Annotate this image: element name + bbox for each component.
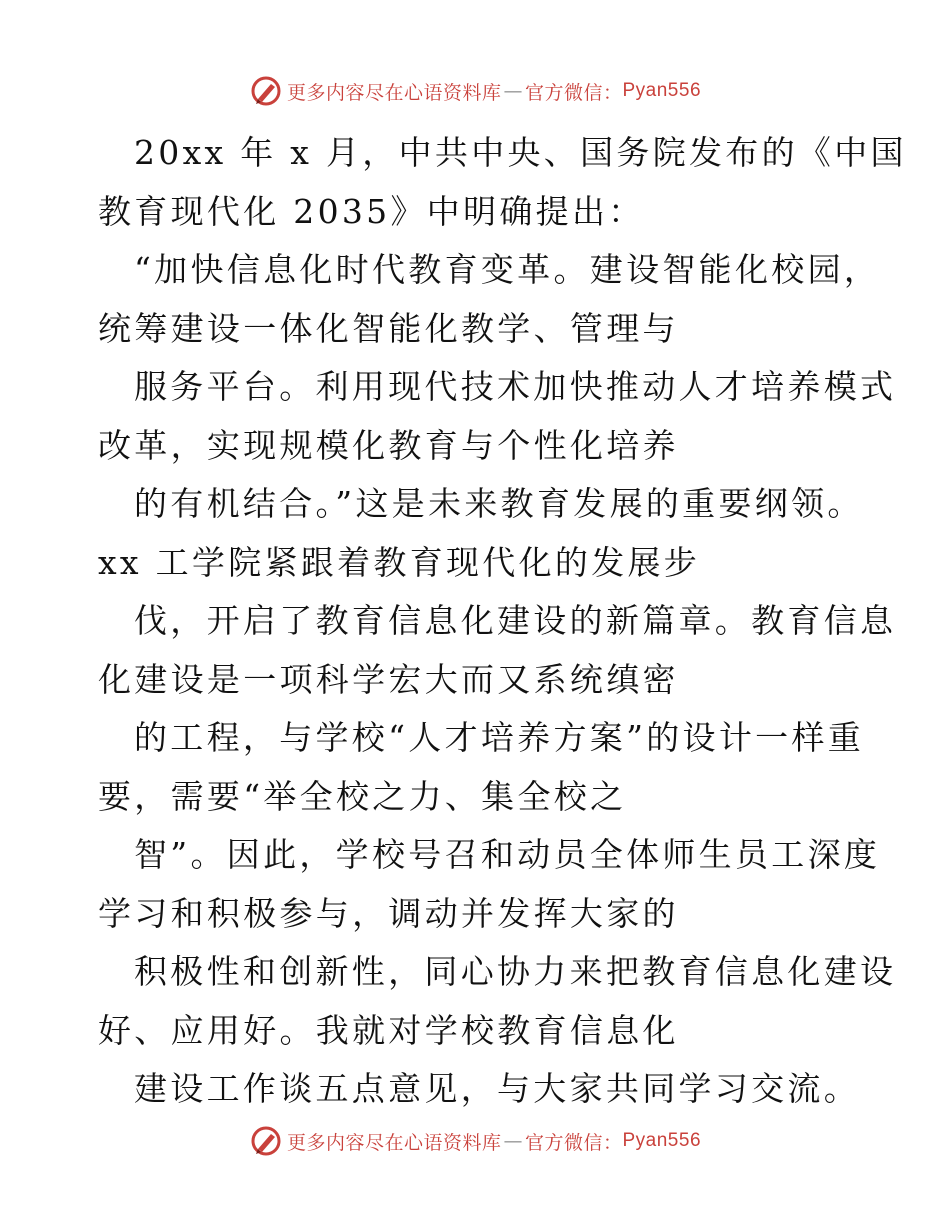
footer-watermark	[0, 1124, 950, 1158]
text-line: 积极性和创新性，同心协力来把教育信息化建设	[134, 952, 897, 991]
text-line: 建设工作谈五点意见，与大家共同学习交流。	[134, 1069, 860, 1108]
text-line: 智”。因此，学校号召和动员全体师生员工深度	[134, 835, 881, 874]
text-line: 伐，开启了教育信息化建设的新篇章。教育信息	[134, 601, 897, 640]
text-line: 的工程，与学校“人才培养方案”的设计一样重	[134, 718, 865, 757]
watermark-separator: —	[503, 80, 523, 102]
watermark-wechat-label: 官方微信：	[524, 1131, 623, 1154]
pen-logo-icon	[249, 1124, 283, 1158]
watermark-brand: 更多内容尽在心语资料库	[286, 1131, 502, 1154]
watermark-wechat-label: 官方微信：	[524, 81, 623, 104]
pen-logo-icon	[249, 74, 283, 108]
watermark-brand: 更多内容尽在心语资料库	[286, 81, 502, 104]
text-line: xx 工学院紧跟着教育现代化的发展步	[98, 542, 701, 582]
text-line: “加快信息化时代教育变革。建设智能化校园，	[134, 250, 881, 289]
text-line: 要，需要“举全校之力、集全校之	[98, 776, 627, 816]
text-line: 20xx 年 x 月，中共中央、国务院发布的《中国	[134, 133, 907, 172]
header-watermark	[0, 74, 950, 108]
text-line: 好、应用好。我就对学校教育信息化	[98, 1010, 679, 1050]
text-line: 教育现代化 2035》中明确提出：	[98, 191, 645, 231]
text-line: 统筹建设一体化智能化教学、管理与	[98, 308, 679, 348]
document-body	[98, 124, 907, 1119]
watermark-wechat-id: Pyan556	[622, 1130, 702, 1151]
text-line: 学习和积极参与，调动并发挥大家的	[98, 893, 679, 933]
watermark-wechat-id: Pyan556	[622, 80, 702, 101]
text-line: 的有机结合。”这是未来教育发展的重要纲领。	[134, 484, 864, 523]
watermark-separator: —	[503, 1130, 523, 1152]
text-line: 化建设是一项科学宏大而又系统缜密	[98, 659, 679, 699]
text-line: 服务平台。利用现代技术加快推动人才培养模式	[134, 367, 897, 406]
text-line: 改革，实现规模化教育与个性化培养	[98, 425, 679, 465]
